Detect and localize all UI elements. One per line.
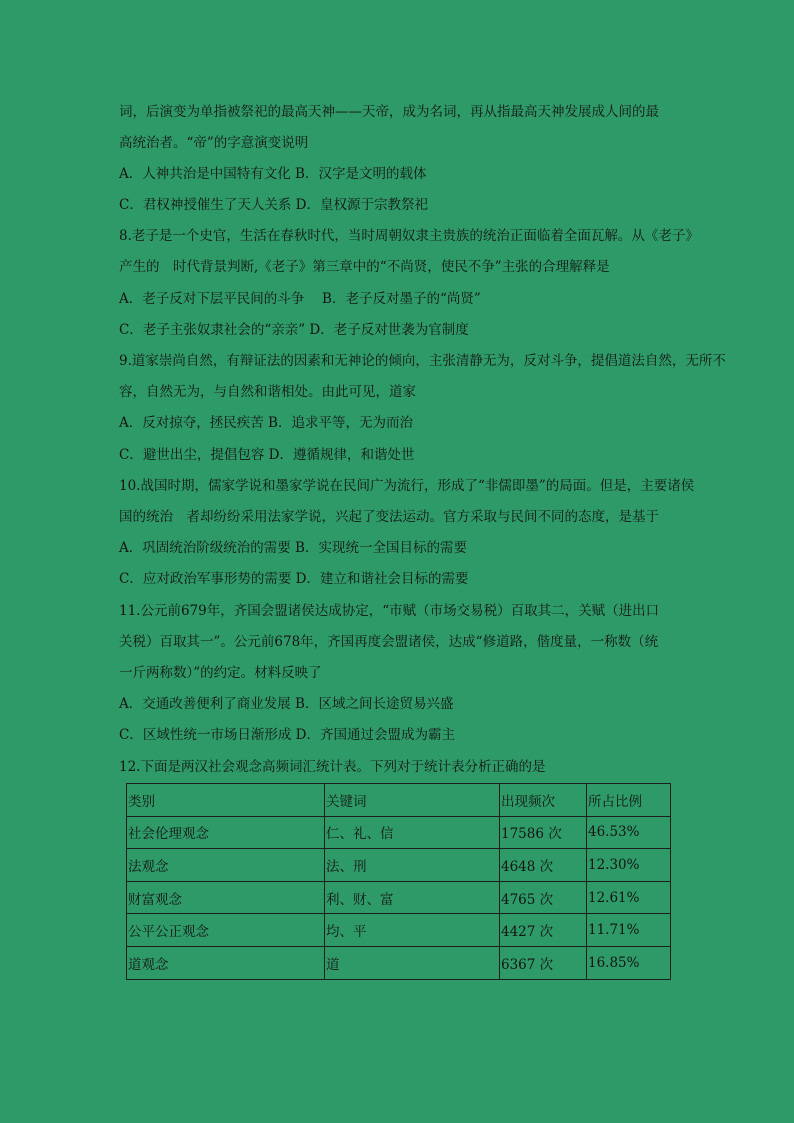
table-cell: 12.30% [587, 849, 671, 882]
table-cell: 均、平 [325, 914, 500, 947]
question-8: 8.老子是一个史官，生活在春秋时代，当时周朝奴隶主贵族的统治正面临着全面瓦解。从《老子》 [119, 228, 699, 244]
table-header-cell: 出现频次 [500, 784, 587, 817]
option-line: C．避世出尘，提倡包容 D．遵循规律，和谐处世 [119, 447, 415, 463]
table-cell: 法观念 [127, 849, 325, 882]
option-line: C．区域性统一市场日渐形成 D．齐国通过会盟成为霸主 [119, 727, 455, 743]
option-line: A．人神共治是中国特有文化 B．汉字是文明的载体 [119, 166, 427, 182]
table-cell: 6367 次 [500, 946, 587, 979]
text-line: 高统治者。“帝”的字意演变说明 [119, 135, 309, 151]
table-cell: 道观念 [127, 946, 325, 979]
table-cell: 12.61% [587, 881, 671, 914]
table-cell: 46.53% [587, 816, 671, 849]
table-cell: 道 [325, 946, 500, 979]
table-cell: 16.85% [587, 946, 671, 979]
table-row [127, 849, 671, 882]
table-row [127, 946, 671, 979]
question-12: 12.下面是两汉社会观念高频词汇统计表。下列对于统计表分析正确的是 [119, 759, 546, 775]
table-cell: 社会伦理观念 [127, 816, 325, 849]
option-line: C．君权神授催生了天人关系 D．皇权源于宗教祭祀 [119, 197, 428, 213]
table-cell: 4648 次 [500, 849, 587, 882]
table-cell: 财富观念 [127, 881, 325, 914]
text-line: 一斤两称数）”的约定。材料反映了 [119, 665, 322, 681]
text-line: 词，后演变为单指被祭祀的最高天神——天帝，成为名词，再从指最高天神发展成人间的最 [119, 104, 659, 120]
text-line: 关税）百取其一”。公元前678年，齐国再度会盟诸侯，达成“修道路，偕度量，一称数（统 [119, 634, 659, 650]
table-cell: 17586 次 [500, 816, 587, 849]
table-cell: 法、刑 [325, 849, 500, 882]
table-header-cell: 类别 [127, 784, 325, 817]
table-cell: 11.71% [587, 914, 671, 947]
statistics-table [126, 783, 671, 980]
option-line: A．交通改善便利了商业发展 B．区域之间长途贸易兴盛 [119, 696, 454, 712]
table-row [127, 816, 671, 849]
text-line: 国的统治 者却纷纷采用法家学说，兴起了变法运动。官方采取与民间不同的态度，是基于 [119, 509, 659, 525]
option-line: C．应对政治军事形势的需要 D．建立和谐社会目标的需要 [119, 571, 469, 587]
table-cell: 仁、礼、信 [325, 816, 500, 849]
question-9: 9.道家崇尚自然，有辩证法的因素和无神论的倾向，主张清静无为，反对斗争，提倡道法自然，无所不 [119, 353, 726, 369]
option-line: A．反对掠夺，拯民疾苦 B．追求平等，无为而治 [119, 415, 413, 431]
option-line: C．老子主张奴隶社会的“亲亲” D．老子反对世袭为官制度 [119, 322, 469, 338]
table-cell: 4427 次 [500, 914, 587, 947]
option-line: A．老子反对下层平民间的斗争 B．老子反对墨子的“尚贤” [119, 291, 481, 307]
question-11: 11.公元前679年，齐国会盟诸侯达成协定，“市赋（市场交易税）百取其二，关赋（进出口 [119, 603, 660, 619]
table-row [127, 881, 671, 914]
text-line: 产生的 时代背景判断,《老子》第三章中的“不尚贤，使民不争”主张的合理解释是 [119, 259, 610, 275]
table-header-row [127, 784, 671, 817]
table-cell: 利、财、富 [325, 881, 500, 914]
table-header-cell: 关键词 [325, 784, 500, 817]
table-cell: 公平公正观念 [127, 914, 325, 947]
table-row [127, 914, 671, 947]
option-line: A．巩固统治阶级统治的需要 B．实现统一全国目标的需要 [119, 540, 467, 556]
text-line: 容，自然无为，与自然和谐相处。由此可见，道家 [119, 384, 416, 400]
table-header-cell: 所占比例 [587, 784, 671, 817]
table-cell: 4765 次 [500, 881, 587, 914]
question-10: 10.战国时期，儒家学说和墨家学说在民间广为流行，形成了“非儒即墨”的局面。但是，主要诸侯 [119, 478, 695, 494]
